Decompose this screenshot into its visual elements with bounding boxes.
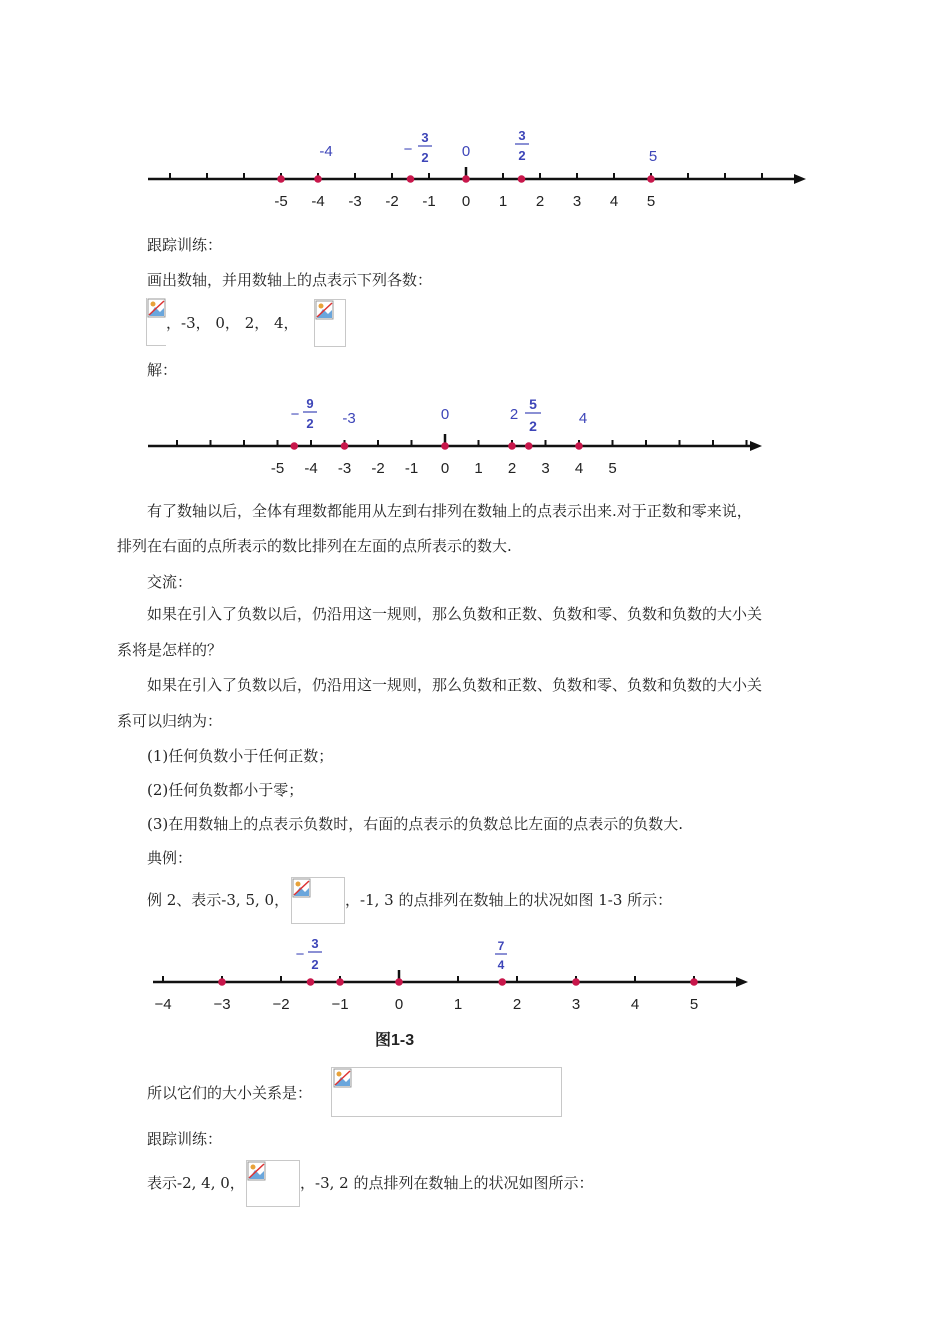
point-label-0: 0 xyxy=(440,406,450,423)
axis-point-dot xyxy=(690,978,698,986)
paragraph-line-2: 排列在右面的点所表示的数比排列在左面的点所表示的数大. xyxy=(117,537,512,555)
example-text-before: 例 2、表示-3, 5, 0， xyxy=(147,891,290,909)
axis-tick-label: 0 xyxy=(394,996,404,1013)
axis-point-dot xyxy=(407,175,415,183)
axis-tick-label: 0 xyxy=(461,193,471,210)
axis-point-dot xyxy=(395,978,403,986)
section2-text-before: 表示-2, 4, 0， xyxy=(147,1174,245,1192)
broken-image-conclusion xyxy=(331,1067,562,1117)
svg-text:2: 2 xyxy=(311,957,319,972)
answer-line-2: 系可以归纳为： xyxy=(117,712,223,730)
svg-text:2: 2 xyxy=(421,150,429,165)
point-label-neg-three-halves xyxy=(404,130,432,165)
point-label-neg4: -4 xyxy=(319,143,333,160)
axis-tick-label: 2 xyxy=(535,193,545,210)
svg-text:−: − xyxy=(290,406,300,423)
axis-point-dot xyxy=(290,442,298,450)
axis-tick-label: −1 xyxy=(331,996,349,1013)
axis-tick-label: -1 xyxy=(422,193,436,210)
paragraph-line-1: 有了数轴以后，全体有理数都能用从左到右排列在数轴上的点表示出来.对于正数和零来说， xyxy=(147,502,752,520)
axis-tick-label: −3 xyxy=(213,996,231,1013)
axis-tick-label: −2 xyxy=(272,996,290,1013)
axis-tick-label: -5 xyxy=(274,193,288,210)
axis-tick-label: 0 xyxy=(440,460,450,477)
rule-3: (3)在用数轴上的点表示负数时，右面的点表示的负数总比左面的点表示的负数大. xyxy=(147,815,684,833)
axis-point-dot xyxy=(575,442,583,450)
number-line-3 xyxy=(145,932,765,1022)
axis-tick-label: -3 xyxy=(348,193,362,210)
tracking-practice-heading: 跟踪训练： xyxy=(147,236,223,254)
axis-point-dot xyxy=(462,175,470,183)
axis-tick-label: 3 xyxy=(571,996,581,1013)
axis-tick-label: 4 xyxy=(609,193,619,210)
axis-tick-label: 1 xyxy=(474,460,483,477)
axis-point-dot xyxy=(525,442,533,450)
axis-point-dot xyxy=(277,175,285,183)
conclusion-text: 所以它们的大小关系是： xyxy=(147,1084,313,1102)
axis-point-dot xyxy=(441,442,449,450)
svg-text:3: 3 xyxy=(421,130,429,145)
svg-text:−: − xyxy=(295,946,305,963)
axis-tick-label: 3 xyxy=(572,193,582,210)
axis-tick-label: 1 xyxy=(498,193,508,210)
number-line-2 xyxy=(140,392,780,482)
point-label-0: 0 xyxy=(461,143,471,160)
point-label-neg-three-halves xyxy=(296,936,322,972)
axis-tick-label: -3 xyxy=(337,460,352,477)
question-line-1: 如果在引入了负数以后，仍沿用这一规则，那么负数和正数、负数和零、负数和负数的大小关 xyxy=(147,605,763,623)
axis-tick-label: -2 xyxy=(371,460,385,477)
axis-tick-label: 5 xyxy=(646,193,656,210)
broken-image-fraction-2 xyxy=(314,299,346,347)
section2-text-after: ，-3, 2 的点排列在数轴上的状况如图所示： xyxy=(300,1174,594,1192)
example-text-after: ，-1, 3 的点排列在数轴上的状况如图 1-3 所示： xyxy=(345,891,673,909)
example-heading: 典例： xyxy=(147,849,193,867)
point-label-three-halves xyxy=(515,130,529,163)
axis-tick-label: 2 xyxy=(512,996,522,1013)
svg-text:−: − xyxy=(403,141,413,158)
svg-text:5: 5 xyxy=(529,396,537,412)
axis-tick-label: -2 xyxy=(385,193,399,210)
point-label-neg-nine-halves xyxy=(291,396,317,431)
axis-tick-label: -4 xyxy=(304,460,318,477)
axis-point-dot xyxy=(307,978,315,986)
svg-text:4: 4 xyxy=(497,958,505,972)
svg-text:2: 2 xyxy=(518,148,526,163)
axis-point-dot xyxy=(647,175,655,183)
question-line-2: 系将是怎样的？ xyxy=(117,641,223,659)
svg-text:9: 9 xyxy=(306,396,314,411)
svg-text:7: 7 xyxy=(497,939,505,953)
axis-tick-label: -5 xyxy=(270,460,285,477)
axis-point-dot xyxy=(341,442,349,450)
axis-tick-label: 4 xyxy=(630,996,640,1013)
rule-1: (1)任何负数小于任何正数； xyxy=(147,747,334,765)
axis-tick-label: 3 xyxy=(541,460,550,477)
answer-line-1: 如果在引入了负数以后，仍沿用这一规则，那么负数和正数、负数和零、负数和负数的大小关 xyxy=(147,676,763,694)
axis-tick-label: -1 xyxy=(404,460,419,477)
number-line-1 xyxy=(140,130,820,220)
axis-point-dot xyxy=(218,978,226,986)
axis-point-dot xyxy=(314,175,322,183)
numbers-list: ，-3， 0， 2， 4， xyxy=(166,314,299,332)
figure-caption: 图1-3 xyxy=(375,1032,415,1049)
axis-point-dot xyxy=(572,978,580,986)
point-label-2: 2 xyxy=(509,406,519,423)
axis-tick-label: 4 xyxy=(574,460,584,477)
svg-text:2: 2 xyxy=(529,418,537,434)
axis-point-dot xyxy=(518,175,526,183)
axis-tick-label: 5 xyxy=(608,460,617,477)
axis-tick-label: 1 xyxy=(453,996,463,1013)
exchange-heading: 交流： xyxy=(147,573,193,591)
instruction-text: 画出数轴，并用数轴上的点表示下列各数： xyxy=(147,271,433,289)
axis-tick-label: 2 xyxy=(507,460,517,477)
svg-text:3: 3 xyxy=(311,936,319,951)
svg-text:2: 2 xyxy=(306,416,314,431)
axis-point-dot xyxy=(336,978,344,986)
axis-tick-label: −4 xyxy=(154,996,172,1013)
point-label-five-halves xyxy=(525,396,541,434)
solution-label: 解： xyxy=(147,361,178,379)
rule-2: (2)任何负数都小于零； xyxy=(147,781,304,799)
point-label-5: 5 xyxy=(648,148,658,165)
axis-point-dot xyxy=(498,978,506,986)
broken-image-section2 xyxy=(246,1160,300,1207)
axis-point-dot xyxy=(508,442,516,450)
axis-tick-label: 5 xyxy=(689,996,699,1013)
point-label-neg3: -3 xyxy=(342,410,356,427)
axis-tick-label: -4 xyxy=(311,193,325,210)
svg-text:3: 3 xyxy=(518,130,526,143)
point-label-seven-fourths xyxy=(495,939,507,972)
point-label-4: 4 xyxy=(578,410,588,427)
broken-image-fraction-1 xyxy=(146,298,166,346)
broken-image-example xyxy=(291,877,345,924)
tracking-practice-heading-2: 跟踪训练： xyxy=(147,1130,223,1148)
